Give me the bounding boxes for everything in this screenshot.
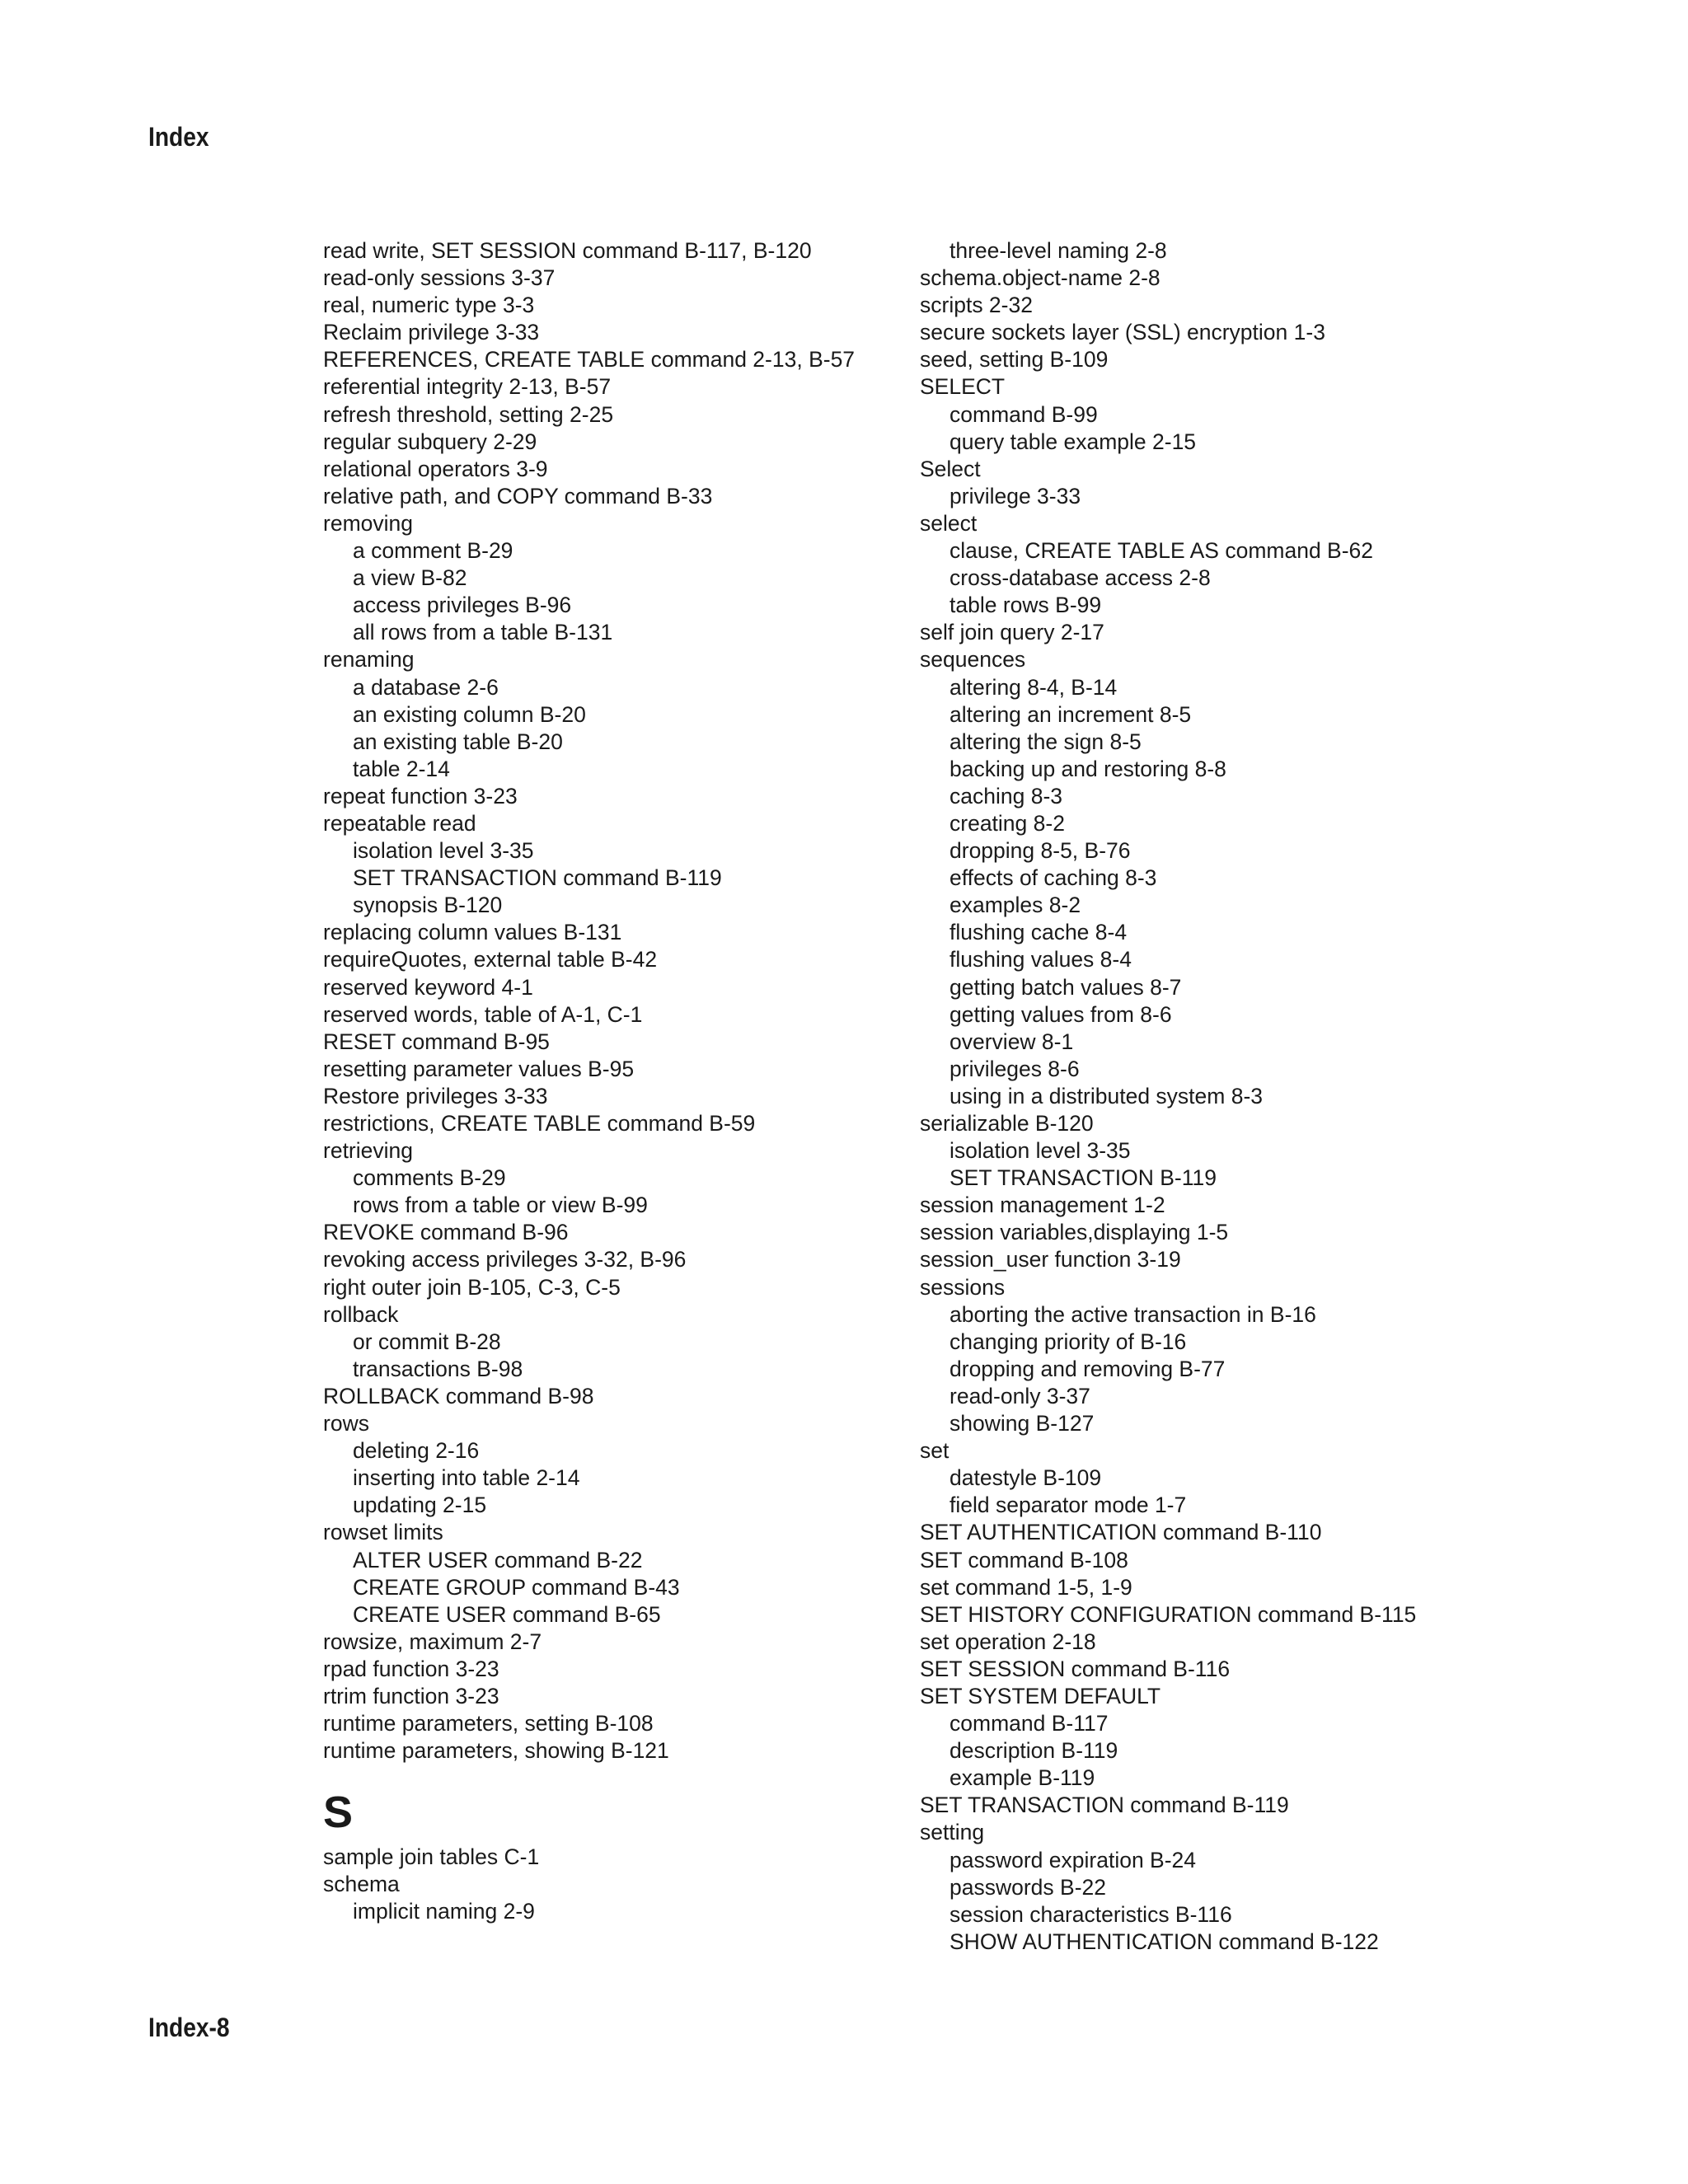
index-entry: schema.object-name 2-8 [920,265,1160,291]
index-entry: rtrim function 3-23 [323,1683,499,1708]
index-subentry: datestyle B-109 [950,1465,1102,1491]
index-subentry: altering 8-4, B-14 [950,674,1118,700]
index-entry: SELECT [920,374,1006,400]
index-subentry: access privileges B-96 [353,593,572,618]
index-entry: runtime parameters, setting B-108 [323,1711,654,1736]
index-subentry: a comment B-29 [353,538,513,564]
index-entry: requireQuotes, external table B-42 [323,947,658,972]
index-entry: relative path, and COPY command B-33 [323,483,713,509]
index-entry: rowsize, maximum 2-7 [323,1629,542,1654]
index-entry: SET AUTHENTICATION command B-110 [920,1520,1322,1545]
index-subentry: flushing cache 8-4 [950,920,1128,945]
index-entry: serializable B-120 [920,1111,1094,1136]
index-subentry: read-only 3-37 [950,1383,1090,1408]
index-subentry: query table example 2-15 [950,429,1197,454]
index-subentry: a database 2-6 [353,674,499,700]
index-entry: repeat function 3-23 [323,783,518,808]
index-subentry: cross-database access 2-8 [950,565,1211,591]
index-entry: rowset limits [323,1520,443,1545]
index-subentry: ALTER USER command B-22 [353,1547,643,1572]
index-subentry: transactions B-98 [353,1356,523,1381]
index-subentry: description B-119 [950,1738,1118,1764]
index-subentry: an existing table B-20 [353,729,563,754]
index-entry: SET command B-108 [920,1547,1128,1572]
index-subentry: table rows B-99 [950,593,1102,618]
index-subentry: isolation level 3-35 [353,838,534,864]
index-entry: self join query 2-17 [920,620,1104,645]
index-subentry: flushing values 8-4 [950,947,1132,972]
index-subentry: all rows from a table B-131 [353,620,613,645]
index-entry: set [920,1438,950,1464]
index-entry: regular subquery 2-29 [323,429,537,454]
index-entry: RESET command B-95 [323,1029,550,1054]
index-subentry: table 2-14 [353,756,450,781]
index-entry: sequences [920,647,1026,673]
index-subentry: caching 8-3 [950,783,1063,808]
index-entry: session management 1-2 [920,1193,1165,1218]
index-subentry: updating 2-15 [353,1493,487,1518]
index-subentry: implicit naming 2-9 [353,1899,535,1924]
index-entry: rows [323,1411,369,1436]
index-entry: SET SYSTEM DEFAULT [920,1683,1161,1708]
index-subentry: command B-99 [950,401,1098,427]
index-subentry: command B-117 [950,1711,1109,1736]
index-entry: set operation 2-18 [920,1629,1096,1654]
index-entry: read write, SET SESSION command B-117, B-120 [323,238,812,263]
index-column-left [323,237,855,1926]
index-entry: rollback [323,1301,399,1327]
index-entry: Restore privileges 3-33 [323,1083,548,1108]
index-entry: secure sockets layer (SSL) encryption 1-3 [920,320,1325,345]
index-subentry: dropping 8-5, B-76 [950,838,1131,864]
index-entry: Reclaim privilege 3-33 [323,320,540,345]
index-subentry: CREATE USER command B-65 [353,1601,661,1627]
index-subentry: an existing column B-20 [353,701,586,727]
page-number: Index-8 [148,2013,230,2042]
index-subentry: clause, CREATE TABLE AS command B-62 [950,538,1374,564]
index-entry: set command 1-5, 1-9 [920,1574,1132,1600]
index-subentry: a view B-82 [353,565,467,591]
index-subentry: dropping and removing B-77 [950,1356,1226,1381]
index-subentry: privilege 3-33 [950,483,1081,509]
index-subentry: example B-119 [950,1765,1095,1791]
index-entry: right outer join B-105, C-3, C-5 [323,1274,621,1300]
index-entry: SET TRANSACTION command B-119 [920,1793,1289,1818]
index-subentry: CREATE GROUP command B-43 [353,1574,680,1600]
index-subentry: SET TRANSACTION command B-119 [353,865,722,891]
index-entry: read-only sessions 3-37 [323,265,556,291]
index-entries-s [323,1844,855,1925]
running-header-title: Index [148,122,209,152]
index-entry: REFERENCES, CREATE TABLE command 2-13, B-57 [323,347,856,373]
index-entry: referential integrity 2-13, B-57 [323,374,612,400]
index-subentry: altering the sign 8-5 [950,729,1142,754]
index-subentry: backing up and restoring 8-8 [950,756,1226,781]
index-subentry: altering an increment 8-5 [950,701,1192,727]
index-entry: session variables,displaying 1-5 [920,1220,1229,1245]
index-entry: Select [920,456,981,481]
index-entry: removing [323,510,413,536]
index-entry: reserved words, table of A-1, C-1 [323,1001,643,1027]
index-entry: setting [920,1820,985,1845]
index-subentry: using in a distributed system 8-3 [950,1083,1264,1108]
index-subentry: examples 8-2 [950,893,1081,918]
index-entry: scripts 2-32 [920,293,1033,318]
index-entry: ROLLBACK command B-98 [323,1383,594,1408]
index-subentry: getting batch values 8-7 [950,974,1182,1000]
index-entry: replacing column values B-131 [323,920,622,945]
index-entry: repeatable read [323,810,476,836]
index-subentry: effects of caching 8-3 [950,865,1157,891]
index-entries-r [323,237,855,1765]
index-entry: REVOKE command B-96 [323,1220,569,1245]
index-subentry: passwords B-22 [950,1874,1107,1900]
index-entry: revoking access privileges 3-32, B-96 [323,1247,687,1272]
index-subentry: or commit B-28 [353,1329,501,1354]
index-entry: reserved keyword 4-1 [323,974,533,1000]
index-entry: runtime parameters, showing B-121 [323,1738,669,1764]
index-column-right [920,237,1416,1956]
index-entry: select [920,510,978,536]
index-entry: rpad function 3-23 [323,1656,499,1681]
index-subentry: synopsis B-120 [353,893,503,918]
index-entry: sample join tables C-1 [323,1844,540,1870]
index-entry: refresh threshold, setting 2-25 [323,401,614,427]
index-entry: relational operators 3-9 [323,456,548,481]
index-subentry: changing priority of B-16 [950,1329,1187,1354]
index-subentry: password expiration B-24 [950,1847,1197,1872]
index-subentry: SET TRANSACTION B-119 [950,1165,1217,1191]
index-subentry: deleting 2-16 [353,1438,480,1464]
index-subentry: comments B-29 [353,1165,506,1191]
index-entry: SET HISTORY CONFIGURATION command B-115 [920,1601,1417,1627]
index-subentry: aborting the active transaction in B-16 [950,1301,1316,1327]
index-subentry: privileges 8-6 [950,1056,1080,1081]
index-entry: retrieving [323,1138,413,1164]
section-letter-heading: S [323,1788,354,1838]
index-subentry: getting values from 8-6 [950,1001,1172,1027]
index-entry: seed, setting B-109 [920,347,1109,373]
index-entries-s-continued [920,237,1416,1956]
index-subentry: showing B-127 [950,1411,1095,1436]
index-subentry: isolation level 3-35 [950,1138,1131,1164]
index-entry: schema [323,1872,400,1897]
index-entry: real, numeric type 3-3 [323,293,535,318]
index-entry: session_user function 3-19 [920,1247,1181,1272]
index-subentry: SHOW AUTHENTICATION command B-122 [950,1929,1379,1954]
index-subentry: session characteristics B-116 [950,1901,1232,1927]
index-subentry: creating 8-2 [950,810,1065,836]
index-subentry: three-level naming 2-8 [950,238,1167,263]
index-subentry: rows from a table or view B-99 [353,1193,648,1218]
index-subentry: field separator mode 1-7 [950,1493,1187,1518]
index-subentry: overview 8-1 [950,1029,1074,1054]
index-entry: SET SESSION command B-116 [920,1656,1231,1681]
index-entry: renaming [323,647,415,673]
index-entry: resetting parameter values B-95 [323,1056,635,1081]
index-entry: sessions [920,1274,1006,1300]
index-subentry: inserting into table 2-14 [353,1465,580,1491]
index-entry: restrictions, CREATE TABLE command B-59 [323,1111,756,1136]
